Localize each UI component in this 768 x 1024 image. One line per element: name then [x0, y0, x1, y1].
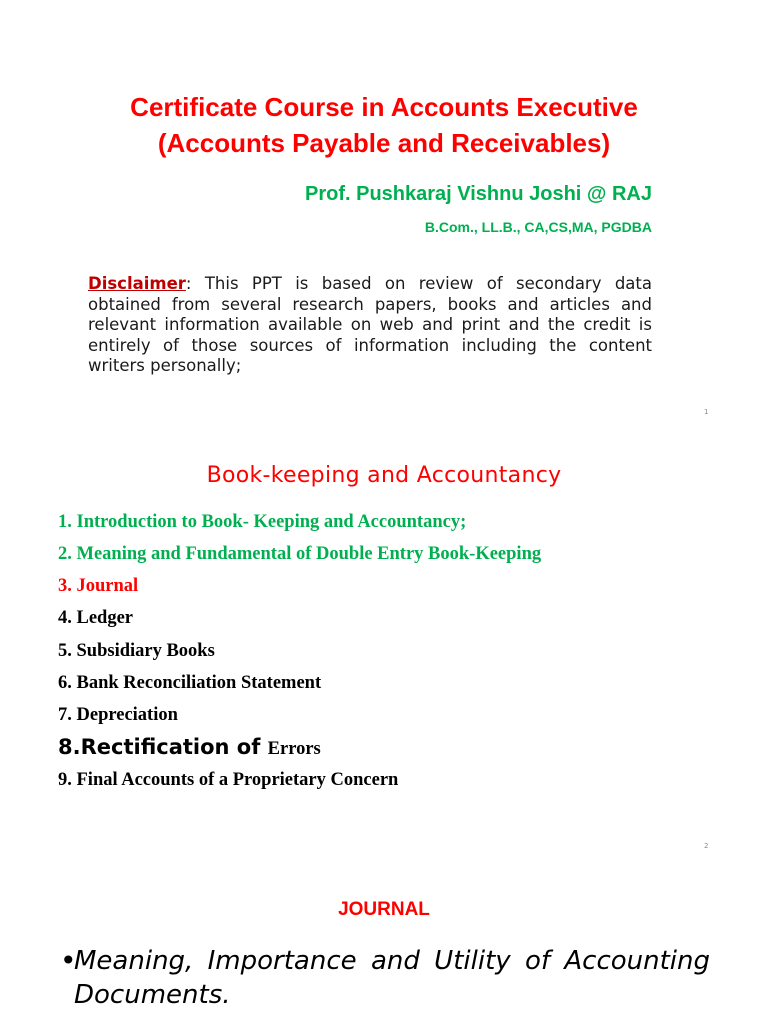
- list-item-5: 5. Subsidiary Books: [58, 641, 215, 661]
- list-item-7: 7. Depreciation: [58, 705, 178, 725]
- list-item-3: 3. Journal: [58, 576, 139, 596]
- author-qualifications: B.Com., LL.B., CA,CS,MA, PGDBA: [424, 219, 652, 235]
- list-item-4: 4. Ledger: [58, 608, 134, 628]
- disclaimer-paragraph: [88, 274, 652, 377]
- list-item-2: 2. Meaning and Fundamental of Double Entry Book-Keeping: [58, 544, 542, 564]
- page-number-1: 1: [704, 408, 709, 416]
- list-item-9: 9. Final Accounts of a Proprietary Concern: [58, 770, 399, 790]
- slide-2: [0, 432, 768, 864]
- disclaimer-label: Disclaimer: [88, 274, 186, 293]
- list-item-8: [58, 735, 321, 760]
- slide-1: [0, 0, 768, 432]
- bullet-text: Meaning, Importance and Utility of Accounting Documents.: [74, 946, 710, 1010]
- course-title-line-1: Certificate Course in Accounts Executive: [130, 92, 638, 122]
- bullet-marker: •: [60, 944, 77, 977]
- author-name: Prof. Pushkaraj Vishnu Joshi @ RAJ: [304, 183, 652, 205]
- page-number-2: 2: [704, 842, 709, 850]
- list-item-8-prefix: 8.Rectification of: [58, 735, 268, 759]
- disclaimer-text: : This PPT is based on review of secondary data obtained from several research papers, books and articles and relevant information available on web and print and the credit is entirely of those sources of information including the content writers personally;: [88, 274, 652, 376]
- slide-2-title: Book-keeping and Accountancy: [206, 463, 562, 488]
- list-item-8-suffix: Errors: [267, 739, 321, 759]
- slide-3: [0, 864, 768, 1024]
- list-item-6: 6. Bank Reconciliation Statement: [58, 673, 322, 693]
- slide-3-title: JOURNAL: [338, 899, 430, 920]
- course-title-line-2: (Accounts Payable and Receivables): [157, 128, 611, 158]
- list-item-1: 1. Introduction to Book- Keeping and Accountancy;: [58, 512, 467, 532]
